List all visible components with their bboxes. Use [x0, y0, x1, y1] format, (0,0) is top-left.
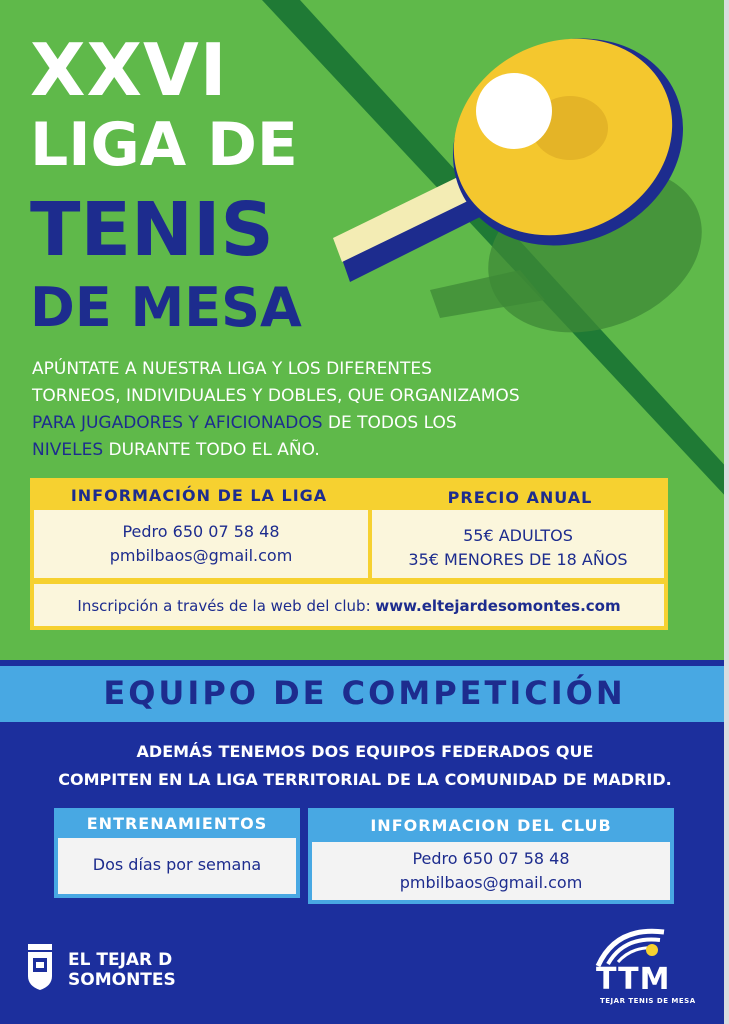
league-contact-cell: [34, 510, 368, 578]
title-liga-de: LIGA DE: [30, 110, 298, 180]
intro-line-2: TORNEOS, INDIVIDUALES Y DOBLES, QUE ORGANIZAMOS: [32, 386, 520, 406]
signup-url[interactable]: www.eltejardesomontes.com: [375, 597, 621, 615]
league-contact-name: Pedro 650 07 58 48: [122, 522, 280, 541]
signup-text: Inscripción a través de la web del club:: [77, 597, 376, 615]
league-info-heading: INFORMACIÓN DE LA LIGA: [70, 486, 328, 505]
signup-row: [34, 584, 664, 626]
title-edition: XXVI: [30, 28, 228, 112]
club-crest-icon: [26, 944, 54, 990]
club-contact-cell: [312, 842, 670, 900]
ttm-subtitle: TEJAR TENIS DE MESA: [600, 997, 696, 1005]
intro-line-3a: PARA JUGADORES Y AFICIONADOS: [32, 413, 323, 433]
training-heading: ENTRENAMIENTOS: [86, 814, 268, 833]
title-de-mesa: DE MESA: [30, 276, 302, 339]
competition-line-2: COMPITEN EN LA LIGA TERRITORIAL DE LA COMUNIDAD DE MADRID.: [58, 770, 672, 789]
club-info-heading: INFORMACION DEL CLUB: [370, 816, 612, 835]
intro-line-4a: NIVELES: [32, 440, 104, 460]
club-name-logo: [68, 950, 176, 990]
competition-description: [20, 738, 710, 794]
intro-line-1: APÚNTATE A NUESTRA LIGA Y LOS DIFERENTES: [32, 359, 432, 379]
intro-text: [32, 356, 592, 464]
page-edge: [724, 0, 729, 1024]
annual-price-heading: PRECIO ANUAL: [447, 488, 593, 507]
intro-line-4b: DURANTE TODO EL AÑO.: [103, 440, 320, 460]
price-adults: 55€ ADULTOS: [463, 526, 573, 545]
intro-line-3b: DE TODOS LOS: [322, 413, 457, 433]
competition-title: EQUIPO DE COMPETICIÓN: [103, 674, 626, 712]
competition-line-1: ADEMÁS TENEMOS DOS EQUIPOS FEDERADOS QUE: [136, 742, 594, 761]
club-name-line-2: SOMONTES: [68, 970, 176, 990]
price-minors: 35€ MENORES DE 18 AÑOS: [408, 550, 628, 569]
annual-price-cell: [372, 510, 664, 578]
club-name-line-1: EL TEJAR D: [68, 950, 173, 970]
ttm-wordmark: TTM: [596, 962, 671, 997]
club-contact-email: pmbilbaos@gmail.com: [399, 873, 583, 892]
training-schedule: Dos días por semana: [58, 838, 296, 894]
title-tenis: TENIS: [30, 187, 274, 273]
league-contact-email: pmbilbaos@gmail.com: [109, 546, 293, 565]
club-contact-name: Pedro 650 07 58 48: [412, 849, 570, 868]
